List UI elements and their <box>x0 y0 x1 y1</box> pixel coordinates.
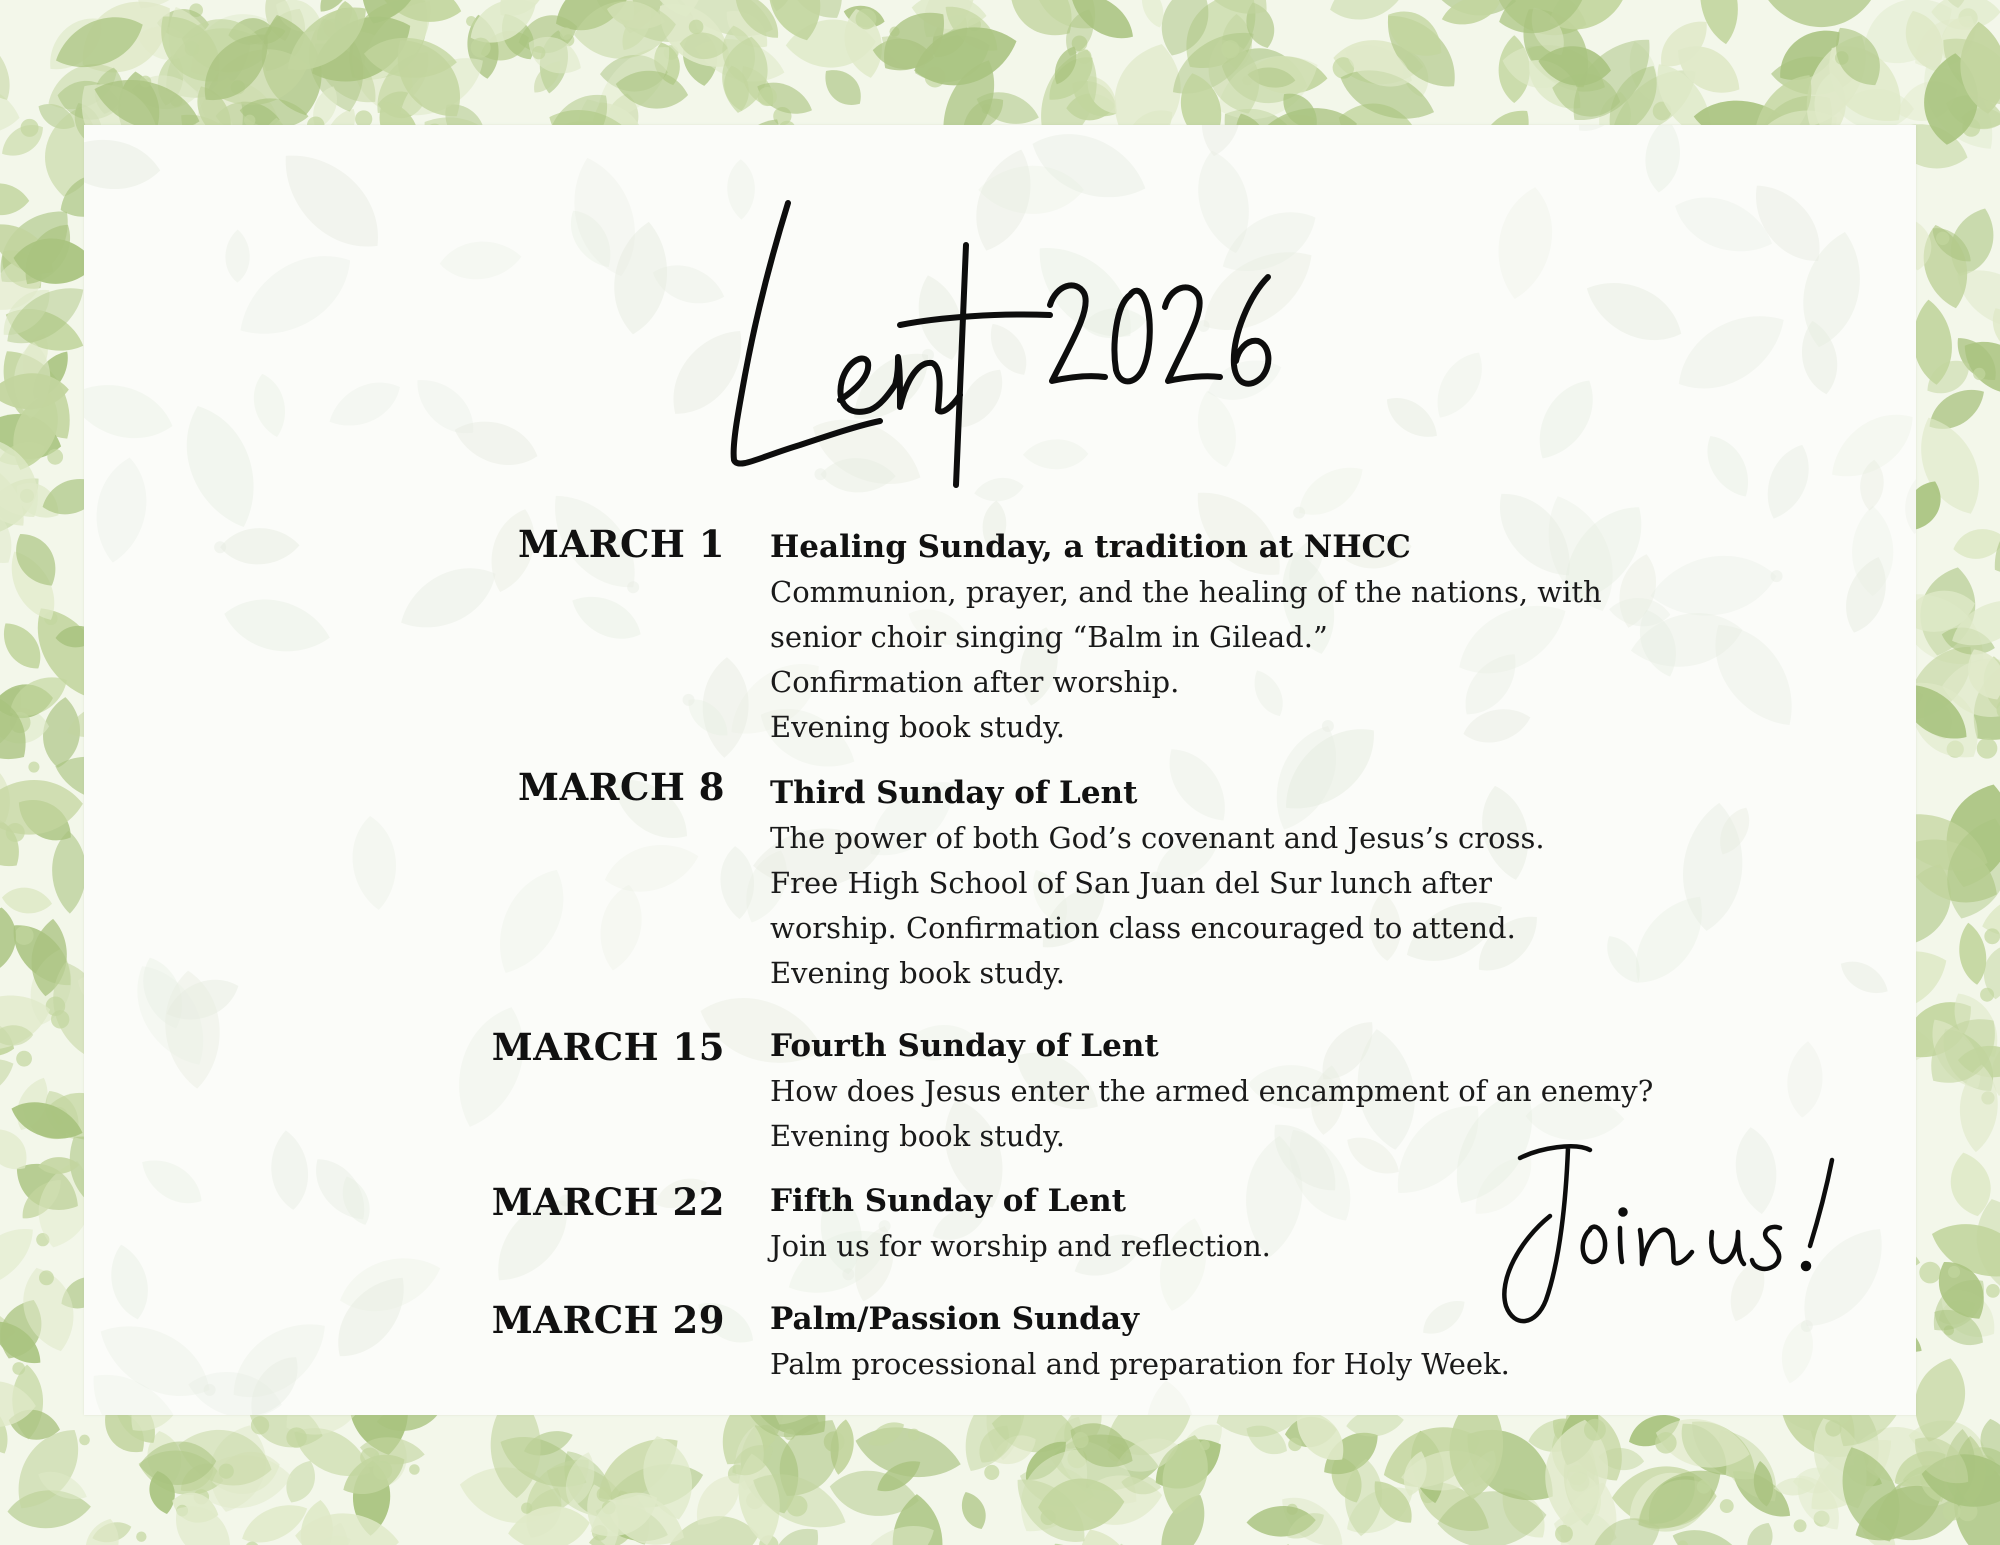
berry-shape <box>1655 1432 1677 1454</box>
berry-shape <box>1221 40 1239 58</box>
berry-shape <box>1825 1420 1841 1436</box>
leaf-shape <box>1379 388 1446 447</box>
event-date: MARCH 8 <box>518 765 725 809</box>
leaf-shape <box>322 371 408 438</box>
leaf-shape <box>104 1241 155 1323</box>
leaf-shape <box>438 238 523 282</box>
berry-shape <box>14 926 33 945</box>
berry-shape <box>1984 928 2000 944</box>
berry-shape <box>1948 1266 1960 1278</box>
event-heading: Palm/Passion Sunday <box>770 1301 1139 1337</box>
event-details <box>770 770 1770 996</box>
event-details <box>770 524 1770 750</box>
event-heading: Fourth Sunday of Lent <box>770 1028 1159 1064</box>
event-line: worship. Confirmation class encouraged to attend. <box>770 911 1516 945</box>
berry-shape <box>409 1464 420 1475</box>
leaf-shape <box>84 373 179 450</box>
berry-shape <box>758 87 777 106</box>
leaf-shape <box>220 527 300 565</box>
leaf-shape <box>89 454 154 567</box>
berry-shape <box>984 1465 999 1480</box>
leaf-shape <box>1425 344 1494 427</box>
event-march-8 <box>470 765 1770 995</box>
berry-shape <box>1794 1519 1807 1532</box>
event-line: Confirmation after worship. <box>770 665 1180 699</box>
berry-shape <box>185 41 199 55</box>
leaf-shape <box>1664 296 1798 408</box>
event-line: senior choir singing “Balm in Gilead.” <box>770 620 1328 654</box>
event-line: Evening book study. <box>770 956 1065 990</box>
berry-shape <box>204 1384 216 1396</box>
berry-shape <box>560 27 572 39</box>
title-lettering <box>720 185 1280 505</box>
leaf-shape <box>133 1149 210 1215</box>
event-date: MARCH 29 <box>491 1298 725 1342</box>
berry-shape <box>12 1362 25 1375</box>
berry-shape <box>136 1532 146 1542</box>
berry-shape <box>1293 507 1305 519</box>
event-date: MARCH 1 <box>518 522 725 566</box>
berry-shape <box>1720 1499 1734 1513</box>
leaf-shape <box>1525 370 1607 469</box>
leaf-shape <box>219 590 335 662</box>
leaf-shape <box>1900 466 1916 537</box>
event-line: Join us for worship and reflection. <box>770 1229 1271 1263</box>
event-heading: Third Sunday of Lent <box>770 775 1138 811</box>
event-heading: Healing Sunday, a tradition at NHCC <box>770 529 1411 565</box>
leaf-shape <box>1489 183 1560 304</box>
leaf-shape <box>1196 125 1248 160</box>
leaf-shape <box>1697 428 1760 505</box>
leaf-shape <box>225 229 250 282</box>
berry-shape <box>1977 738 1998 759</box>
berry-shape <box>1288 1438 1302 1452</box>
berry-shape <box>47 449 63 465</box>
berry-shape <box>1077 49 1091 63</box>
berry-shape <box>908 1429 920 1441</box>
leaf-shape <box>1569 125 1637 141</box>
berry-shape <box>689 20 704 35</box>
leaf-shape <box>265 135 398 267</box>
berry-shape <box>1072 1432 1088 1448</box>
leaf-shape <box>1577 267 1692 355</box>
leaf-shape <box>1835 953 1894 1002</box>
berry-shape <box>16 1051 32 1067</box>
event-line: The power of both God’s covenant and Jesus’s cross. <box>770 821 1545 855</box>
event-date: MARCH 22 <box>491 1180 725 1224</box>
berry-shape <box>79 1435 90 1446</box>
berry-shape <box>1584 1419 1606 1441</box>
berry-shape <box>251 1416 269 1434</box>
leaf-shape <box>248 370 292 440</box>
join-us-callout <box>1480 1120 1880 1340</box>
event-march-1 <box>470 522 1770 752</box>
berry-shape <box>1040 1510 1055 1525</box>
leaf-shape <box>268 1129 312 1212</box>
berry-shape <box>471 38 491 58</box>
berry-shape <box>1943 1503 1961 1521</box>
berry-shape <box>1919 1262 1941 1284</box>
berry-shape <box>521 1503 532 1514</box>
berry-shape <box>1771 570 1783 582</box>
leaf-shape <box>1642 125 1684 194</box>
berry-shape <box>1555 1525 1573 1543</box>
berry-shape <box>39 1270 54 1285</box>
berry-shape <box>1973 368 1985 380</box>
event-line: How does Jesus enter the armed encampment of an enemy? <box>770 1074 1654 1108</box>
event-line: Palm processional and preparation for Holy Week. <box>770 1347 1510 1381</box>
berry-shape <box>219 1464 234 1479</box>
event-date: MARCH 15 <box>491 1025 725 1069</box>
berry-shape <box>214 541 226 553</box>
event-line: Evening book study. <box>770 1119 1065 1153</box>
event-line: Evening book study. <box>770 710 1065 744</box>
berry-shape <box>28 762 39 773</box>
page-title <box>720 185 1280 505</box>
join-us-lettering <box>1480 1120 1880 1340</box>
leaf-shape <box>170 395 271 537</box>
leaf-shape <box>1757 438 1819 525</box>
leaf-shape <box>84 134 163 195</box>
berry-shape <box>1200 1440 1210 1450</box>
event-heading: Fifth Sunday of Lent <box>770 1183 1126 1219</box>
berry-shape <box>286 1427 307 1448</box>
berry-shape <box>1986 1284 2000 1298</box>
leaf-shape <box>349 814 401 912</box>
leaf-shape <box>1785 1040 1826 1119</box>
event-line: Free High School of San Juan del Sur lunch after <box>770 866 1493 900</box>
berry-shape <box>532 46 545 59</box>
event-line: Communion, prayer, and the healing of the nations, with <box>770 575 1602 609</box>
berry-shape <box>1936 232 1949 245</box>
